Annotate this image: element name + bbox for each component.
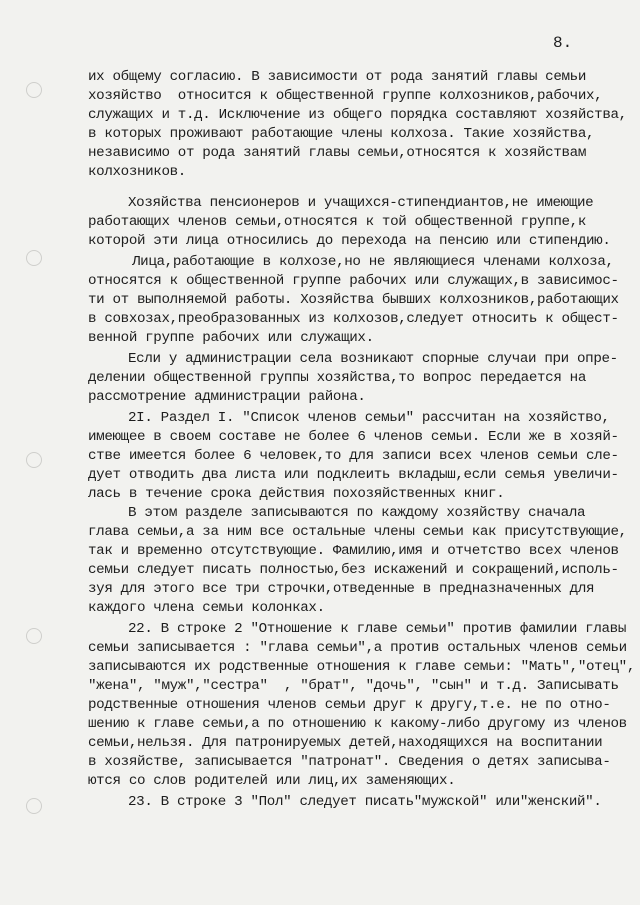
text-line: в которых проживают работающие члены колхоза. Такие хозяйства,	[88, 126, 595, 142]
text-line: которой эти лица относились до перехода на пенсию или стипендию.	[88, 233, 611, 249]
text-line: Хозяйства пенсионеров и учащихся-стипендиантов,не имеющие	[128, 195, 594, 211]
text-line: глава семьи,а за ним все остальные члены семьи как присутствующие,	[88, 524, 627, 540]
text-line: колхозников.	[88, 164, 186, 180]
text-line: в совхозах,преобразованных из колхозов,следует относить к общест-	[88, 311, 619, 327]
text-line: Если у администрации села возникают спорные случаи при опре-	[128, 351, 618, 367]
text-line: делении общественной группы хозяйства,то вопрос передается на	[88, 370, 586, 386]
hole-punch-mark	[26, 250, 42, 266]
text-line: так и временно отсутствующие. Фамилию,имя и отчетство всех членов	[88, 543, 619, 559]
text-line: семьи следует писать полностью,без искажений и сокращений,исполь-	[88, 562, 619, 578]
text-line: рассмотрение администрации района.	[88, 389, 366, 405]
text-line: родственные отношения членов семьи друг к другу,т.е. не по отно-	[88, 697, 611, 713]
hole-punch-mark	[26, 798, 42, 814]
text-line: ются со слов родителей или лиц,их заменяющих.	[88, 773, 456, 789]
text-line: Лица,работающие в колхозе,но не являющиеся членами колхоза,	[132, 254, 614, 270]
text-line: в хозяйстве, записывается "патронат". Сведения о детях записыва-	[88, 754, 611, 770]
hole-punch-mark	[26, 628, 42, 644]
text-line: 2I. Раздел I. "Список членов семьи" рассчитан на хозяйство,	[128, 410, 610, 426]
text-line: работающих членов семьи,относятся к той общественной группе,к	[88, 214, 586, 230]
text-line: семьи записывается : "глава семьи",а против остальных членов семьи	[88, 640, 627, 656]
text-line: служащих и т.д. Исключение из общего порядка составляют хозяйства,	[88, 107, 627, 123]
text-line: лась в течение срока действия похозяйственных книг.	[88, 486, 505, 502]
text-line: В этом разделе записываются по каждому хозяйству сначала	[128, 505, 586, 521]
page-number: 8.	[553, 34, 573, 52]
text-line: зуя для этого все три строчки,отведенные в предназначенных для	[88, 581, 595, 597]
text-line: относятся к общественной группе рабочих или служащих,в зависимос-	[88, 273, 619, 289]
text-line: их общему согласию. В зависимости от рода занятий главы семьи	[88, 69, 586, 85]
text-line: семьи,нельзя. Для патронируемых детей,находящихся на воспитании	[88, 735, 603, 751]
text-line: шению к главе семьи,а по отношению к какому-либо другому из членов	[88, 716, 627, 732]
hole-punch-mark	[26, 452, 42, 468]
text-line: дует отводить два листа или подклеить вкладыш,если семья увеличи-	[88, 467, 619, 483]
text-line: записываются их родственные отношения к главе семьи: "Мать","отец",	[88, 659, 635, 675]
text-line: ти от выполняемой работы. Хозяйства бывших колхозников,работающих	[88, 292, 619, 308]
hole-punch-mark	[26, 82, 42, 98]
text-line: каждого члена семьи колонках.	[88, 600, 325, 616]
text-line: 23. В строке 3 "Пол" следует писать"мужской" или"женский".	[128, 794, 602, 810]
text-line: 22. В строке 2 "Отношение к главе семьи" против фамилии главы	[128, 621, 626, 637]
text-line: хозяйство относится к общественной группе колхозников,рабочих,	[88, 88, 603, 104]
text-line: имеющее в своем составе не более 6 членов семьи. Если же в хозяй-	[88, 429, 619, 445]
text-line: "жена", "муж","сестра" , "брат", "дочь", "сын" и т.д. Записывать	[88, 678, 619, 694]
text-line: венной группе рабочих или служащих.	[88, 330, 374, 346]
text-line: независимо от рода занятий главы семьи,относятся к хозяйствам	[88, 145, 586, 161]
text-line: стве имеется более 6 человек,то для записи всех членов семьи сле-	[88, 448, 619, 464]
